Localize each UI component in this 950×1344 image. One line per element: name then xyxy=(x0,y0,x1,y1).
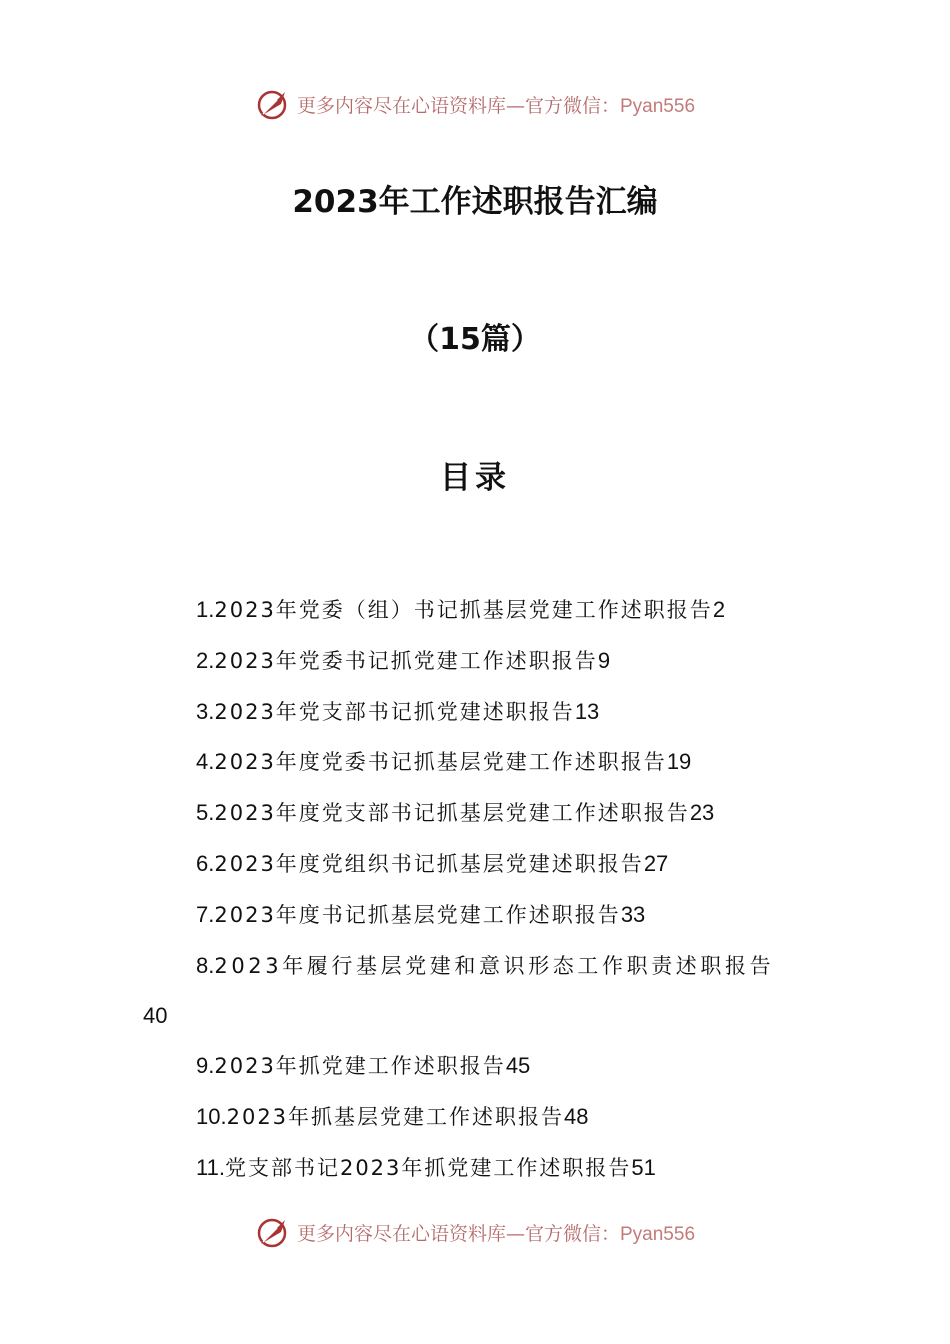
wechat-id: Pyan556 xyxy=(620,1223,696,1245)
toc-item[interactable]: 7.2023年度书记抓基层党建工作述职报告33 xyxy=(196,901,646,927)
toc-item[interactable]: 1.2023年党委（组）书记抓基层党建工作述职报告2 xyxy=(196,597,726,622)
footer-banner xyxy=(0,1212,950,1252)
table-of-contents xyxy=(0,585,950,1194)
banner-text: 更多内容尽在心语资料库—官方微信：Pyan556 xyxy=(296,1222,696,1245)
toc-item[interactable]: 8.2023年履行基层党建和意识形态工作职责述职报告 40 xyxy=(143,952,775,1029)
article-count: （15篇） xyxy=(409,322,541,357)
toc-item[interactable]: 3.2023年党支部书记抓党建述职报告13 xyxy=(196,698,600,724)
toc-item[interactable]: 11.党支部书记2023年抓党建工作述职报告51 xyxy=(196,1154,656,1180)
toc-item[interactable]: 5.2023年度党支部书记抓基层党建工作述职报告23 xyxy=(196,800,715,826)
toc-item[interactable]: 2.2023年党委书记抓党建工作述职报告9 xyxy=(196,647,611,673)
quill-pen-icon xyxy=(255,86,291,122)
wechat-id: Pyan556 xyxy=(620,95,696,117)
quill-pen-icon xyxy=(255,1214,291,1250)
toc-item[interactable]: 9.2023年抓党建工作述职报告45 xyxy=(196,1053,531,1079)
banner-text: 更多内容尽在心语资料库—官方微信：Pyan556 xyxy=(296,94,696,117)
toc-item[interactable]: 10.2023年抓基层党建工作述职报告48 xyxy=(196,1103,589,1129)
toc-item[interactable]: 6.2023年度党组织书记抓基层党建述职报告27 xyxy=(196,850,669,876)
toc-item[interactable]: 4.2023年度党委书记抓基层党建工作述职报告19 xyxy=(196,749,692,775)
toc-heading: 目录 xyxy=(440,460,510,496)
document-title: 2023年工作述职报告汇编 xyxy=(292,184,658,220)
header-banner xyxy=(0,84,950,124)
